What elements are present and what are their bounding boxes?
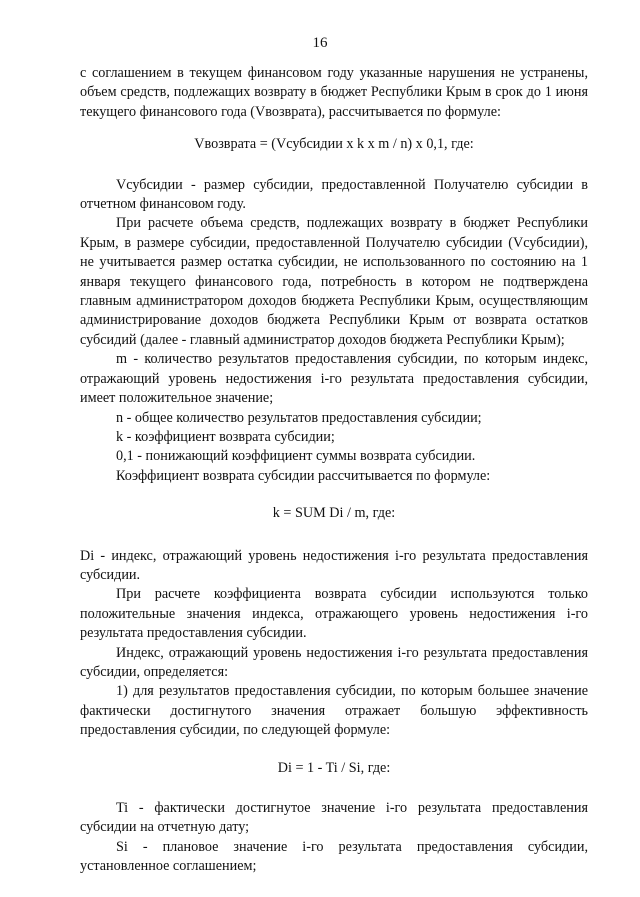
paragraph: n - общее количество результатов предоставления субсидии; <box>116 409 482 426</box>
page-number: 16 <box>312 35 328 51</box>
paragraph: Si - плановое значение i-го результата предоставления субсидии, установленное соглашением; <box>80 838 588 875</box>
paragraph: При расчете объема средств, подлежащих возврату в бюджет Республики Крым, в размере субсидии, предоставленной Получателю субсидии (Vсубсидии), не учитывается размер остатка субсидии, не использованного по состоянию на 1 января текущего финансового года, потребность в котором не подтверждена главным администратором доходов бюджета Республики Крым, осуществляющим администрирование доходов бюджета Республики Крым от возврата остатков субсидий (далее - главный администратор доходов бюджета Республики Крым); <box>80 215 588 348</box>
document-body <box>80 64 588 877</box>
paragraph: Ti - фактически достигнутое значение i-го результата предоставления субсидии на отчетную дату; <box>80 800 588 836</box>
formula-di: Di = 1 - Ti / Si, где: <box>277 759 391 776</box>
paragraph: 0,1 - понижающий коэффициент суммы возврата субсидии. <box>116 448 476 465</box>
paragraph: При расчете коэффициента возврата субсидии используются только положительные значения индекса, отражающего уровень недостижения i-го результата предоставления субсидии. <box>80 586 588 642</box>
paragraph: Индекс, отражающий уровень недостижения i-го результата предоставления субсидии, определяется: <box>80 644 588 680</box>
paragraph: Di - индекс, отражающий уровень недостижения i-го результата предоставления субсидии. <box>80 547 588 583</box>
formula-k: k = SUM Di / m, где: <box>272 505 396 522</box>
paragraph: с соглашением в текущем финансовом году указанные нарушения не устранены, объем средств, подлежащих возврату в бюджет Республики Крым в срок до 1 июня текущего финансового года (Vвозврата), рассчитывается по формуле: <box>80 65 588 120</box>
paragraph: 1) для результатов предоставления субсидии, по которым большее значение фактически достигнутого значения отражает большую эффективность предоставления субсидии, по следующей формуле: <box>80 683 588 739</box>
paragraph: m - количество результатов предоставления субсидии, по которым индекс, отражающий уровень недостижения i-го результата предоставления субсидии, имеет положительное значение; <box>80 351 588 407</box>
formula-v-return: Vвозврата = (Vсубсидии x k x m / n) x 0,1, где: <box>194 136 474 153</box>
paragraph: k - коэффициент возврата субсидии; <box>116 428 335 445</box>
paragraph: Коэффициент возврата субсидии рассчитывается по формуле: <box>116 467 491 484</box>
paragraph: Vсубсидии - размер субсидии, предоставленной Получателю субсидии в отчетном финансовом году. <box>80 176 588 213</box>
